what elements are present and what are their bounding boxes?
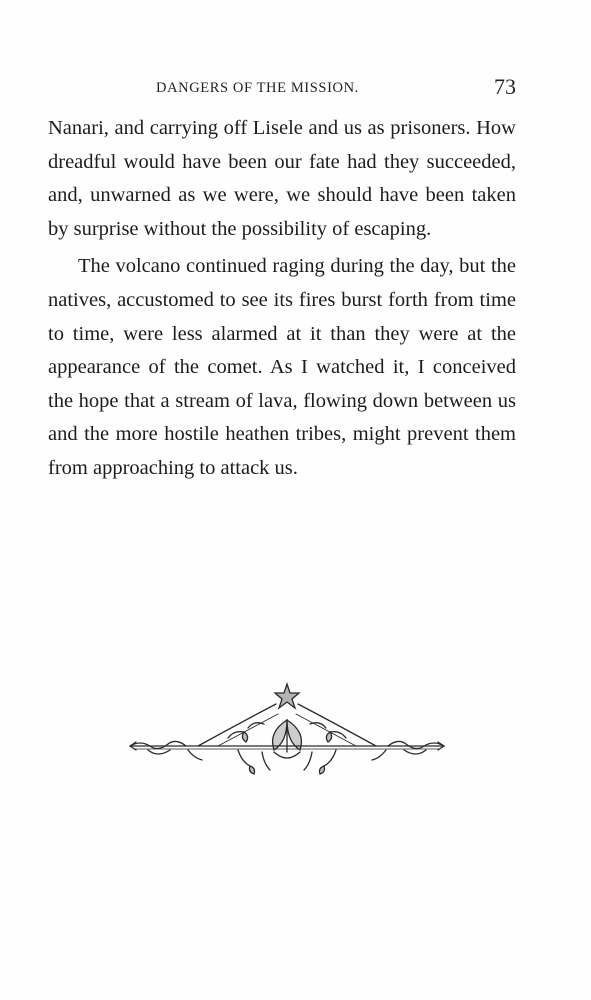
floral-tailpiece-ornament-icon	[128, 680, 446, 780]
paragraph-continuation: Nanari, and carrying off Lisele and us as prisoners. How dreadful would have been our fate had they succeeded, and, unwarned as we were, we should have been taken by surprise without the possibility of escaping.	[48, 117, 516, 240]
paragraph-volcano: The volcano continued raging during the day, but the natives, accustomed to see its fires burst forth from time to time, were less alarmed at it than they were at the appearance of the comet. As I watched it, I conceived the hope that a stream of lava, flowing down between us and the more hostile heathen tribes, might prevent them from approaching to attack us.	[48, 255, 516, 479]
body-text	[48, 112, 516, 486]
running-head	[48, 74, 516, 102]
running-title: DANGERS OF THE MISSION.	[156, 80, 359, 96]
page-number: 73	[494, 74, 516, 99]
